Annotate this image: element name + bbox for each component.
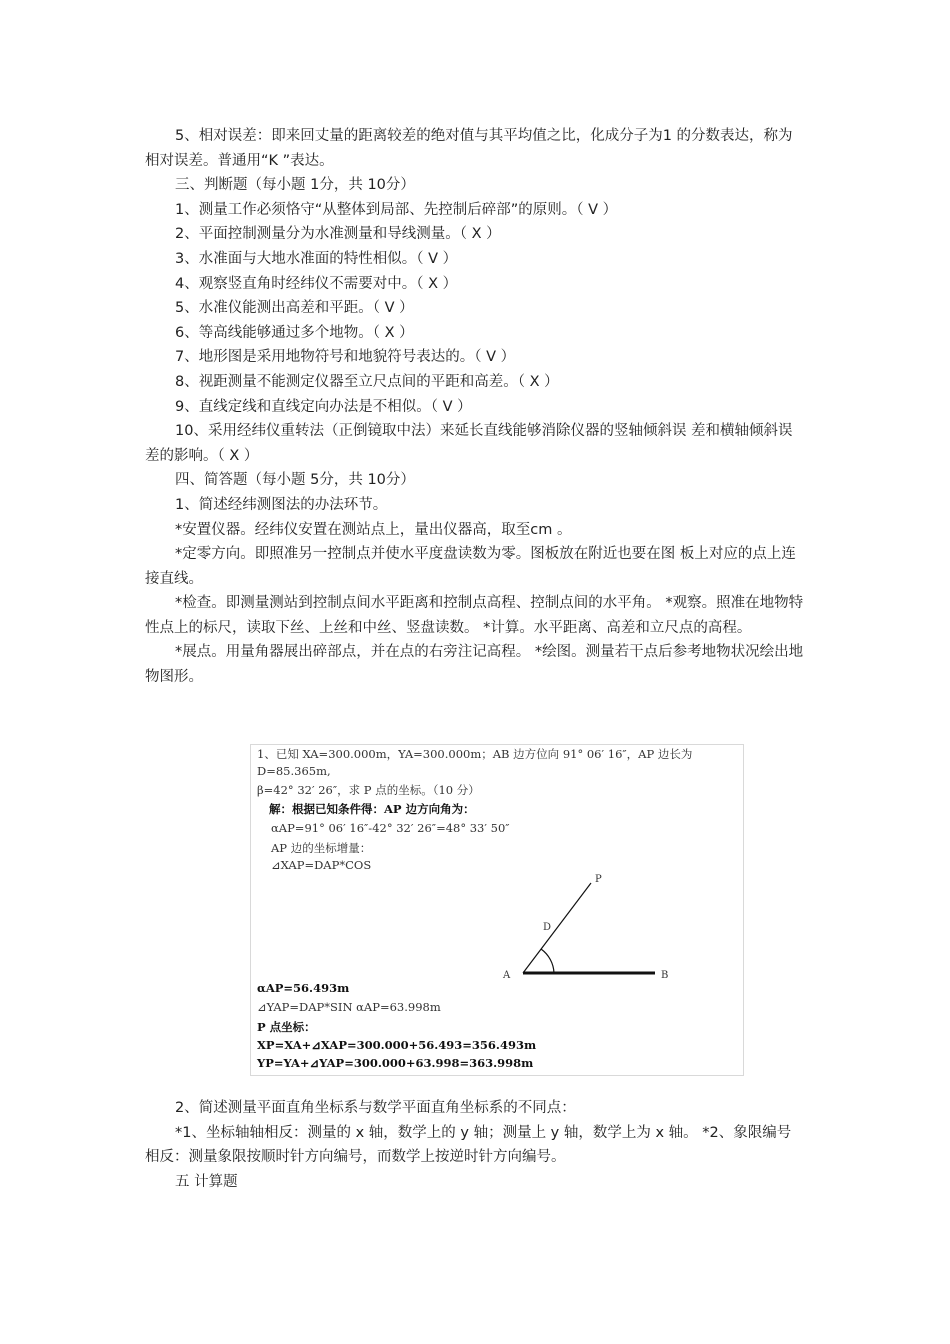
- figure-text-line: 解：根据已知条件得：AP 边方向角为：: [269, 802, 475, 816]
- judge-item: 6、等高线能够通过多个地物。（ X ）: [175, 324, 414, 341]
- figure-text-line: 1、已知 XA=300.000m，YA=300.000m；AB 边方位向 91° 06′ 16″，AP 边长为: [257, 747, 693, 761]
- figure-text-line: ⊿YAP=DAP*SIN αAP=63.998m: [257, 1000, 441, 1014]
- paragraph: 5、相对误差：即来回丈量的距离较差的绝对值与其平均值之比，化成分子为1 的分数表达，称为相对误差。普通用“K ”表达。: [145, 128, 793, 169]
- embedded-problem-figure: [250, 744, 744, 1076]
- answer-step: *检查。即测量测站到控制点间水平距离和控制点高程、控制点间的水平角。 *观察。照准在地物特性点上的标尺，读取下丝、上丝和中丝、竖盘读数。 *计算。水平距离、高差和立尺点的高程。: [145, 595, 804, 636]
- judge-item: 2、平面控制测量分为水准测量和导线测量。（ X ）: [175, 226, 501, 243]
- judge-item: 4、观察竖直角时经纬仪不需要对中。（ X ）: [175, 275, 458, 292]
- text-section-bottom: [145, 1096, 805, 1194]
- point-b-label: B: [661, 970, 669, 981]
- figure-text-line: ⊿XAP=DAP*COS: [271, 858, 372, 872]
- angle-arc: [541, 949, 554, 973]
- figure-text-line: β=42° 32′ 26″，求 P 点的坐标。（10 分）: [257, 783, 480, 797]
- figure-text-line: YP=YA+⊿YAP=300.000+63.998=363.998m: [257, 1056, 534, 1070]
- figure-text-line: P 点坐标：: [257, 1020, 316, 1034]
- judge-item: 10、采用经纬仪重转法（正倒镜取中法）来延长直线能够消除仪器的竖轴倾斜误 差和横轴倾斜误差的影响。（ X ）: [145, 423, 793, 464]
- line-ap: [523, 883, 591, 973]
- figure-text-line: AP 边的坐标增量：: [271, 841, 372, 855]
- figure-text-line: αAP=91° 06′ 16″-42° 32′ 26″=48° 33′ 50″: [271, 821, 510, 835]
- figure-text-line: D=85.365m,: [257, 764, 331, 778]
- answer-step: *定零方向。即照准另一控制点并使水平度盘读数为零。图板放在附近也要在图 板上对应的点上连接直线。: [145, 546, 796, 587]
- answer-step: *安置仪器。经纬仪安置在测站点上，量出仪器高，取至cm 。: [175, 521, 572, 538]
- question: 1、简述经纬测图法的办法环节。: [175, 496, 388, 513]
- answer-step: *1、坐标轴轴相反：测量的 x 轴，数学上的 y 轴；测量上 y 轴，数学上为 x 轴。 *2、象限编号相反：测量象限按顺时针方向编号，而数学上按逆时针方向编号。: [145, 1124, 792, 1166]
- section-heading: 五 计算题: [175, 1173, 238, 1190]
- judge-item: 7、地形图是采用地物符号和地貌符号表达的。（ V ）: [175, 349, 516, 366]
- section-heading: 三、判断题（每小题 1分，共 10分）: [175, 177, 415, 194]
- text-section-top: [145, 124, 805, 690]
- figure-text-line: XP=XA+⊿XAP=300.000+56.493=356.493m: [257, 1038, 537, 1052]
- judge-item: 1、测量工作必须恪守“从整体到局部、先控制后碎部”的原则。（ V ）: [175, 201, 618, 218]
- judge-item: 5、水准仪能测出高差和平距。（ V ）: [175, 300, 414, 317]
- distance-d-label: D: [543, 922, 552, 933]
- judge-item: 9、直线定线和直线定向办法是不相似。（ V ）: [175, 398, 472, 415]
- question: 2、简述测量平面直角坐标系与数学平面直角坐标系的不同点：: [175, 1100, 576, 1116]
- judge-item: 8、视距测量不能测定仪器至立尺点间的平距和高差。（ X ）: [175, 373, 559, 390]
- answer-step: *展点。用量角器展出碎部点，并在点的右旁注记高程。 *绘图。测量若干点后参考地物状况绘出地物图形。: [145, 644, 804, 686]
- section-heading: 四、简答题（每小题 5分，共 10分）: [175, 472, 415, 489]
- judge-item: 3、水准面与大地水准面的特性相似。（ V ）: [175, 250, 458, 267]
- point-a-label: A: [503, 970, 511, 981]
- point-p-label: P: [595, 874, 602, 885]
- angle-diagram: [491, 865, 691, 985]
- figure-text-line: αAP=56.493m: [257, 981, 350, 995]
